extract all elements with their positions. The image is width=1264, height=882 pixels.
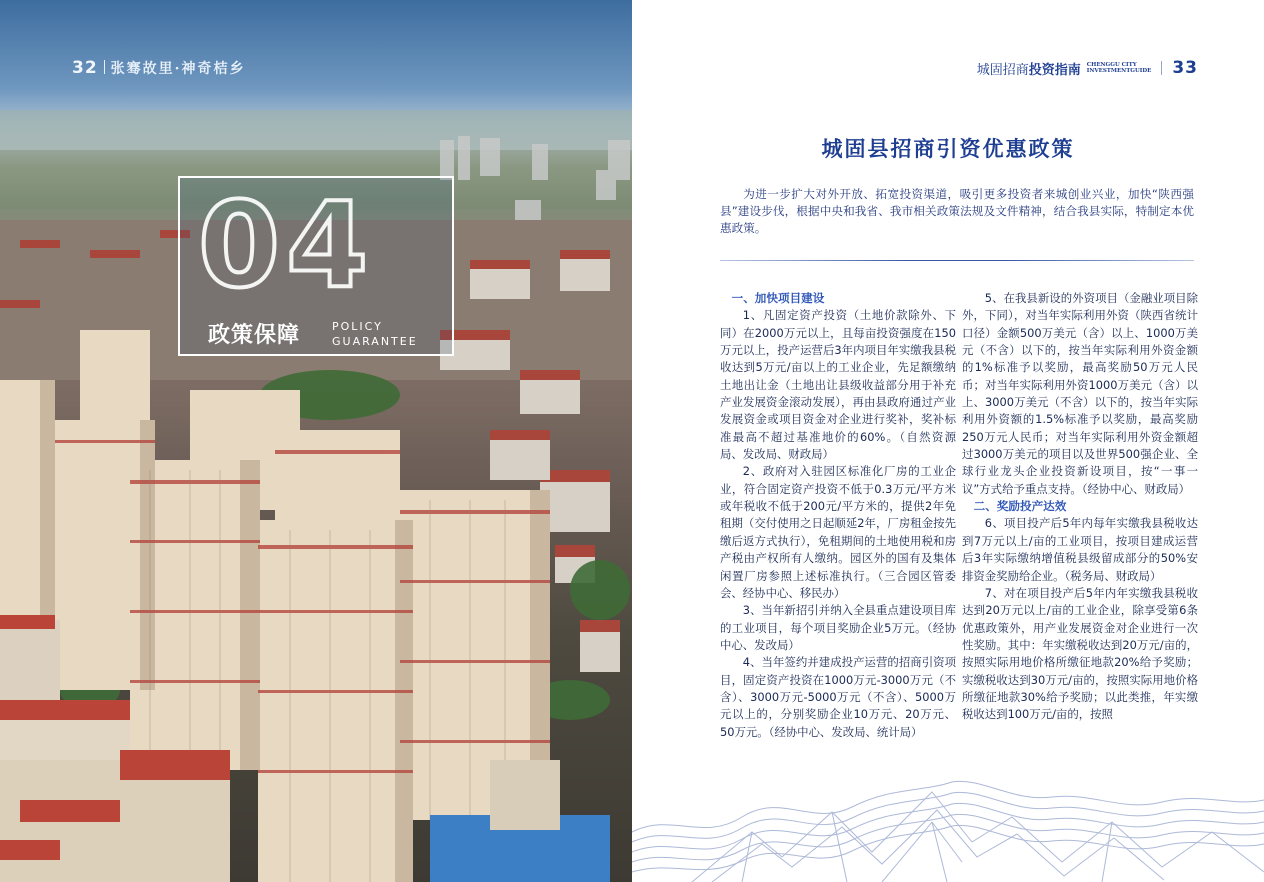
header-divider (1161, 61, 1162, 75)
chapter-title-cn: 政策保障 (208, 322, 301, 348)
intro-divider (720, 260, 1194, 261)
policy-item-4: 4、当年签约并建成投产运营的招商引资项目，固定资产投资在1000万元-3000万元（不含）、3000万元-5000万元（不含）、5000万元以上的，分别奖励企业10万元、20万元、50万元。（经协中心、发改局、统计局） (720, 655, 956, 739)
section-heading-2: 二、奖励投产达效 (973, 499, 1067, 514)
guide-title-en-1: CHENGGU CITY (1086, 62, 1137, 68)
text-column-right (962, 290, 1198, 724)
policy-item-3: 3、当年新招引并纳入全县重点建设项目库的工业项目，每个项目奖励企业5万元。（经协中心、发改局） (720, 603, 956, 652)
guide-title-en-2: INVESTMENTGUIDE (1086, 68, 1152, 74)
guide-title-en (1087, 62, 1152, 74)
chapter-title-box (178, 176, 454, 356)
left-page-number: 32 (72, 58, 98, 78)
section-heading-1: 一、加快项目建设 (731, 291, 825, 305)
policy-item-6: 6、项目投产后5年内每年实缴我县税收达到7万元以上/亩的工业项目，按项目建成运营后3年实际缴纳增值税县级留成部分的50%安排资金奖励给企业。（税务局、财政局） (962, 516, 1198, 583)
header-divider (104, 60, 105, 74)
policy-item-2: 2、政府对入驻园区标准化厂房的工业企业，符合固定资产投资不低于0.3万元/平方米或年税收不低于200元/平方米的，提供2年免租期（交付使用之日起顺延2年，厂房租金按先缴后返方式执行），免租期间的土地使用税和房产税由产权所有人缴纳。园区外的国有及集体闲置厂房参照上述标准执行。（三合园区管委会、经协中心、移民办） (720, 464, 956, 600)
mountain-line-art (632, 772, 1264, 882)
policy-item-5: 5、在我县新设的外资项目（金融业项目除外，下同），对当年实际利用外资（陕西省统计口径）金额500万美元（含）以上、1000万美元（不含）以下的，按当年实际利用外资金额的1%标准予以奖励，最高奖励50万元人民币；对当年实际利用外资1000万美元（含）以上、3000万美元（不含）以下的，按当年实际利用外资额的1.5%标准予以奖励，最高奖励250万元人民币；对当年实际利用外资金额超过3000万美元的项目以及世界500强企业、全球行业龙头企业投资新设项目，按“一事一议”方式给予重点支持。（经协中心、财政局） (962, 291, 1198, 496)
right-page (632, 0, 1264, 882)
intro-paragraph: 为进一步扩大对外开放、拓宽投资渠道，吸引更多投资者来城创业兴业，加快“陕西强县”建设步伐，根据中央和我省、我市相关政策法规及文件精神，结合我县实际，特制定本优惠政策。 (720, 187, 1194, 236)
policy-item-1: 1、凡固定资产投资（土地价款除外、下同）在2000万元以上，且每亩投资强度在150万元以上，投产运营后3年内项目年实缴我县税收达到5万元/亩以上的工业企业，先足额缴纳土地出让金（土地出让县级收益部分用于补充产业发展资金滚动发展），再由县政府通过产业发展资金或项目资金对企业进行奖补，奖补标准最高不超过基准地价的60%。（自然资源局、发改局、财政局） (720, 308, 956, 462)
chapter-number: 04 (198, 176, 375, 314)
right-page-number: 33 (1172, 58, 1198, 78)
chapter-title-en-2: GUARANTEE (332, 335, 418, 348)
policy-item-7: 7、对在项目投产后5年内年实缴我县税收达到20万元以上/亩的工业企业，除享受第6条优惠政策外，用产业发展资金对企业进行一次性奖励。其中：年实缴税收达到20万元/亩的，按照实际用地价格所缴征地款20%给予奖励；实缴税收达到30万元/亩的，按照实际用地价格所缴征地款30%给予奖励；以此类推，年实缴税收达到100万元/亩的，按照 (962, 585, 1198, 722)
chapter-title-en-1: POLICY (332, 320, 383, 333)
guide-title-prefix: 城固招商 (976, 62, 1029, 78)
left-page-header (72, 58, 246, 78)
left-running-title: 张骞故里·神奇桔乡 (110, 61, 246, 77)
guide-title (977, 59, 1081, 78)
page-title: 城固县招商引资优惠政策 (821, 136, 1075, 161)
text-column-left (720, 290, 956, 741)
guide-title-bold: 投资指南 (1028, 62, 1081, 78)
right-page-header (977, 58, 1198, 78)
